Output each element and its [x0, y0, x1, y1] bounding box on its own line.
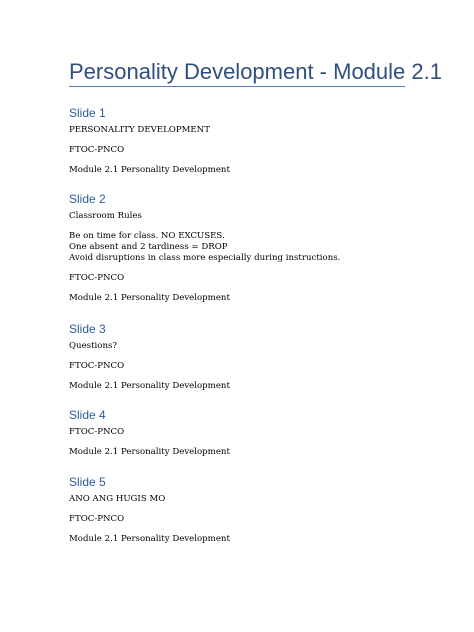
slide-heading: Slide 3 — [69, 322, 106, 336]
slide-text: FTOC-PNCO — [69, 361, 125, 371]
slide-section-4 — [69, 407, 399, 458]
slide-text: Questions? — [69, 341, 118, 351]
document-title: Personality Development - Module 2.1 — [69, 59, 442, 84]
slide-heading: Slide 5 — [69, 475, 106, 489]
slide-text: Module 2.1 Personality Development — [69, 381, 230, 391]
slide-section-5 — [69, 474, 399, 545]
slide-text: Be on time for class. NO EXCUSES. — [69, 231, 225, 241]
slide-section-3 — [69, 321, 399, 392]
slide-text: PERSONALITY DEVELOPMENT — [69, 125, 210, 135]
slide-heading: Slide 2 — [69, 192, 106, 206]
slide-text: Module 2.1 Personality Development — [69, 165, 230, 175]
slide-heading: Slide 1 — [69, 106, 106, 120]
slide-section-1 — [69, 105, 399, 176]
slide-text: FTOC-PNCO — [69, 514, 125, 524]
slide-text: One absent and 2 tardiness = DROP — [69, 242, 228, 252]
slide-text: Avoid disruptions in class more especially during instructions. — [69, 253, 341, 263]
slide-text: Module 2.1 Personality Development — [69, 534, 230, 544]
slide-text: FTOC-PNCO — [69, 145, 125, 155]
slide-text: Classroom Rules — [69, 211, 142, 221]
slide-heading: Slide 4 — [69, 408, 106, 422]
slide-text: FTOC-PNCO — [69, 273, 125, 283]
slide-text: Module 2.1 Personality Development — [69, 293, 230, 303]
slide-text: ANO ANG HUGIS MO — [69, 494, 166, 504]
slide-section-2 — [69, 191, 399, 304]
slide-text: Module 2.1 Personality Development — [69, 447, 230, 457]
title-divider — [69, 86, 405, 87]
slide-text: FTOC-PNCO — [69, 427, 125, 437]
